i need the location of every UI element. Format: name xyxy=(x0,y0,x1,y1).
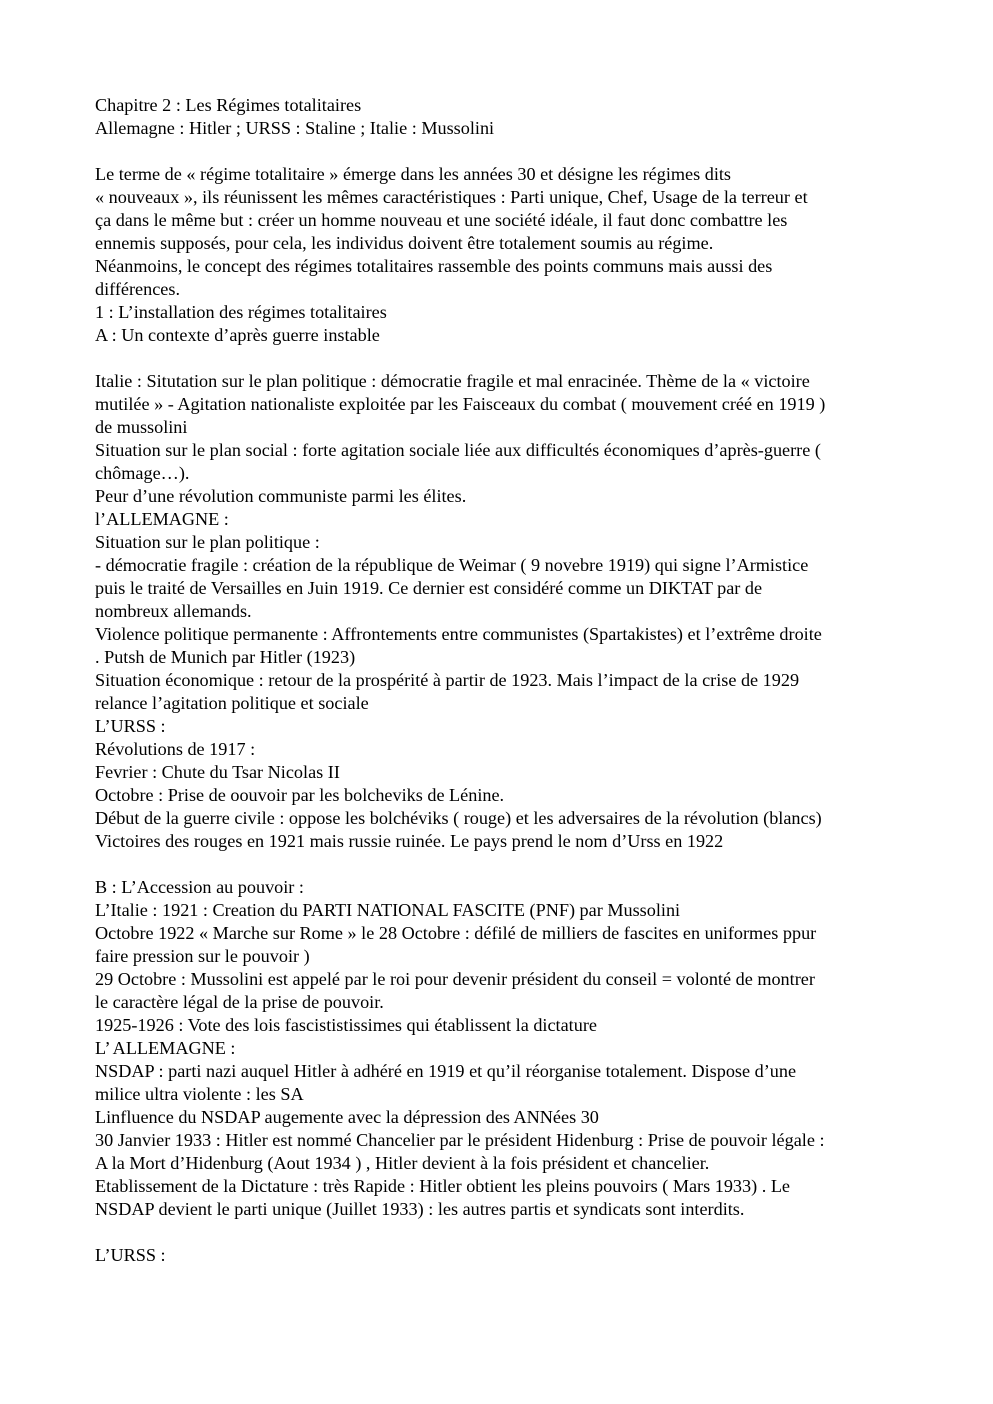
text-line: chômage…). xyxy=(95,463,190,483)
text-line: - démocratie fragile : création de la république de Weimar ( 9 novebre 1919) qui signe l’Armistice xyxy=(95,555,809,575)
text-line: L’URSS : xyxy=(95,1245,166,1265)
text-line: 29 Octobre : Mussolini est appelé par le roi pour devenir président du conseil = volonté de montrer xyxy=(95,969,815,989)
text-line: Néanmoins, le concept des régimes totalitaires rassemble des points communs mais aussi des xyxy=(95,256,773,276)
text-line: Fevrier : Chute du Tsar Nicolas II xyxy=(95,762,340,782)
text-line: Italie : Situtation sur le plan politique : démocratie fragile et mal enracinée. Thème de la « victoire xyxy=(95,371,810,391)
text-line: Situation sur le plan politique : xyxy=(95,532,320,552)
text-line: L’Italie : 1921 : Creation du PARTI NATIONAL FASCITE (PNF) par Mussolini xyxy=(95,900,681,920)
text-line: ennemis supposés, pour cela, les individus doivent être totalement soumis au régime. xyxy=(95,233,714,253)
text-line: L’ ALLEMAGNE : xyxy=(95,1038,236,1058)
text-line: Révolutions de 1917 : xyxy=(95,739,256,759)
text-line: NSDAP : parti nazi auquel Hitler à adhéré en 1919 et qu’il réorganise totalement. Dispose d’une xyxy=(95,1061,797,1081)
text-line: faire pression sur le pouvoir ) xyxy=(95,946,310,966)
text-line: B : L’Accession au pouvoir : xyxy=(95,877,304,897)
text-line: Début de la guerre civile : oppose les bolchéviks ( rouge) et les adversaires de la révolution (blancs) xyxy=(95,808,822,828)
text-line: A : Un contexte d’après guerre instable xyxy=(95,325,380,345)
text-line: Allemagne : Hitler ; URSS : Staline ; Italie : Mussolini xyxy=(95,118,495,138)
text-line: nombreux allemands. xyxy=(95,601,252,621)
text-line: ça dans le même but : créer un homme nouveau et une société idéale, il faut donc combattre les xyxy=(95,210,788,230)
text-line: Le terme de « régime totalitaire » émerge dans les années 30 et désigne les régimes dits xyxy=(95,164,732,184)
text-line: 30 Janvier 1933 : Hitler est nommé Chancelier par le président Hidenburg : Prise de pouvoir légale : xyxy=(95,1130,825,1150)
text-line: Linfluence du NSDAP augemente avec la dépression des ANNées 30 xyxy=(95,1107,599,1127)
text-line: Octobre : Prise de oouvoir par les bolcheviks de Lénine. xyxy=(95,785,505,805)
document-page xyxy=(95,94,910,1267)
text-line: « nouveaux », ils réunissent les mêmes caractéristiques : Parti unique, Chef, Usage de la terreur et xyxy=(95,187,808,207)
text-line: Etablissement de la Dictature : très Rapide : Hitler obtient les pleins pouvoirs ( Mars 1933) . Le xyxy=(95,1176,790,1196)
text-line: Octobre 1922 « Marche sur Rome » le 28 Octobre : défilé de milliers de fascites en uniformes ppur xyxy=(95,923,817,943)
text-line: relance l’agitation politique et sociale xyxy=(95,693,369,713)
text-line: mutilée » - Agitation nationaliste exploitée par les Faisceaux du combat ( mouvement créé en 1919 ) xyxy=(95,394,826,414)
blank-line xyxy=(95,1221,910,1244)
text-line: 1 : L’installation des régimes totalitaires xyxy=(95,302,387,322)
text-line: NSDAP devient le parti unique (Juillet 1933) : les autres partis et syndicats sont interdits. xyxy=(95,1199,745,1219)
text-line: Peur d’une révolution communiste parmi les élites. xyxy=(95,486,467,506)
blank-line xyxy=(95,140,910,163)
blank-line xyxy=(95,853,910,876)
text-line: L’URSS : xyxy=(95,716,166,736)
text-line: Violence politique permanente : Affrontements entre communistes (Spartakistes) et l’extrême droite xyxy=(95,624,822,644)
text-line: Chapitre 2 : Les Régimes totalitaires xyxy=(95,95,362,115)
text-line: différences. xyxy=(95,279,180,299)
text-line: milice ultra violente : les SA xyxy=(95,1084,304,1104)
text-line: Victoires des rouges en 1921 mais russie ruinée. Le pays prend le nom d’Urss en 1922 xyxy=(95,831,724,851)
blank-line xyxy=(95,347,910,370)
text-line: de mussolini xyxy=(95,417,188,437)
text-line: l’ALLEMAGNE : xyxy=(95,509,229,529)
text-line: A la Mort d’Hidenburg (Aout 1934 ) , Hitler devient à la fois président et chancelier. xyxy=(95,1153,710,1173)
text-line: le caractère légal de la prise de pouvoir. xyxy=(95,992,384,1012)
text-line: puis le traité de Versailles en Juin 1919. Ce dernier est considéré comme un DIKTAT par de xyxy=(95,578,763,598)
text-line: Situation sur le plan social : forte agitation sociale liée aux difficultés économiques d’après-guerre ( xyxy=(95,440,821,460)
text-line: . Putsh de Munich par Hitler (1923) xyxy=(95,647,356,667)
text-line: 1925-1926 : Vote des lois fascististissimes qui établissent la dictature xyxy=(95,1015,597,1035)
text-line: Situation économique : retour de la prospérité à partir de 1923. Mais l’impact de la crise de 1929 xyxy=(95,670,800,690)
